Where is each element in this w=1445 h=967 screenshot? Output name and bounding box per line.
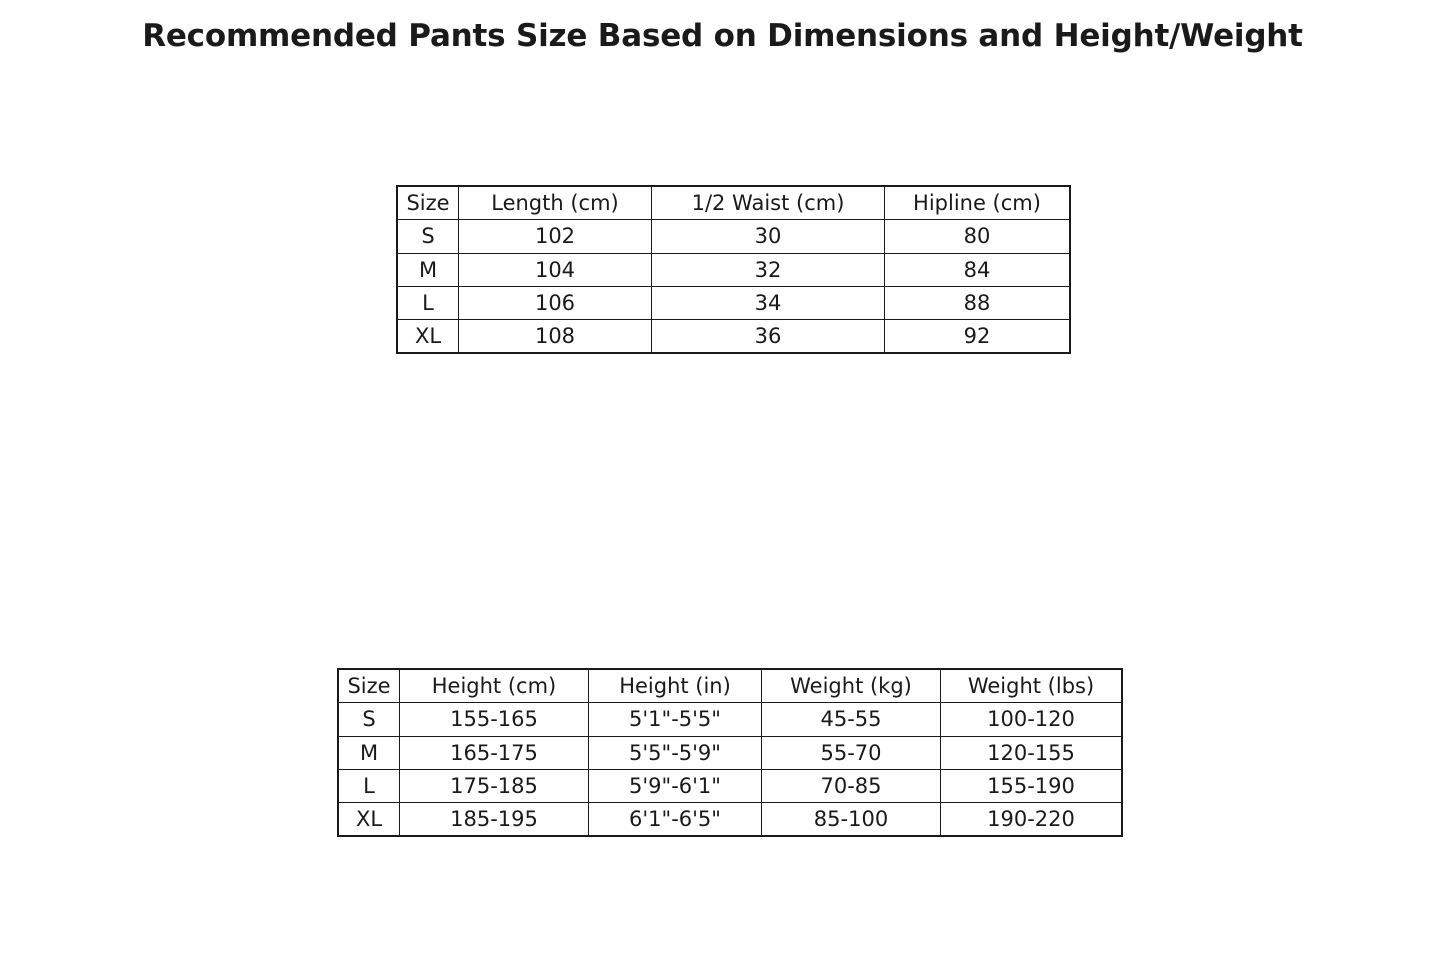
cell-length: 106 bbox=[459, 286, 652, 319]
column-header-size: Size bbox=[338, 669, 400, 703]
cell-size: M bbox=[338, 736, 400, 769]
cell-weight-kg: 85-100 bbox=[762, 803, 941, 837]
table-row bbox=[397, 220, 1070, 253]
table-row bbox=[338, 803, 1122, 837]
cell-height-in: 5'9"-6'1" bbox=[589, 769, 762, 802]
cell-size: M bbox=[397, 253, 459, 286]
cell-weight-kg: 55-70 bbox=[762, 736, 941, 769]
column-header-size: Size bbox=[397, 186, 459, 220]
cell-height-in: 5'5"-5'9" bbox=[589, 736, 762, 769]
cell-half-waist: 30 bbox=[652, 220, 885, 253]
cell-weight-kg: 45-55 bbox=[762, 703, 941, 736]
cell-length: 104 bbox=[459, 253, 652, 286]
cell-hipline: 84 bbox=[885, 253, 1071, 286]
cell-length: 108 bbox=[459, 320, 652, 354]
cell-size: XL bbox=[338, 803, 400, 837]
pants-heightweight-table bbox=[337, 668, 1123, 837]
cell-height-cm: 155-165 bbox=[400, 703, 589, 736]
page-title: Recommended Pants Size Based on Dimensions and Height/Weight bbox=[142, 18, 1303, 54]
cell-hipline: 92 bbox=[885, 320, 1071, 354]
cell-height-in: 6'1"-6'5" bbox=[589, 803, 762, 837]
cell-size: L bbox=[397, 286, 459, 319]
table-row bbox=[338, 703, 1122, 736]
cell-height-cm: 175-185 bbox=[400, 769, 589, 802]
cell-height-in: 5'1"-5'5" bbox=[589, 703, 762, 736]
cell-weight-kg: 70-85 bbox=[762, 769, 941, 802]
cell-hipline: 88 bbox=[885, 286, 1071, 319]
table-row bbox=[397, 253, 1070, 286]
column-header-height-cm: Height (cm) bbox=[400, 669, 589, 703]
cell-size: L bbox=[338, 769, 400, 802]
column-header-weight-lbs: Weight (lbs) bbox=[941, 669, 1123, 703]
table-row bbox=[397, 286, 1070, 319]
cell-size: S bbox=[397, 220, 459, 253]
cell-weight-lbs: 155-190 bbox=[941, 769, 1123, 802]
cell-weight-lbs: 190-220 bbox=[941, 803, 1123, 837]
cell-length: 102 bbox=[459, 220, 652, 253]
heightweight-table-container bbox=[337, 668, 1123, 837]
column-header-hipline: Hipline (cm) bbox=[885, 186, 1071, 220]
cell-half-waist: 36 bbox=[652, 320, 885, 354]
column-header-height-in: Height (in) bbox=[589, 669, 762, 703]
table-header-row bbox=[338, 669, 1122, 703]
dimensions-table-container bbox=[396, 185, 1071, 354]
cell-weight-lbs: 120-155 bbox=[941, 736, 1123, 769]
cell-half-waist: 34 bbox=[652, 286, 885, 319]
table-row bbox=[338, 769, 1122, 802]
cell-weight-lbs: 100-120 bbox=[941, 703, 1123, 736]
cell-hipline: 80 bbox=[885, 220, 1071, 253]
table-row bbox=[338, 736, 1122, 769]
table-row bbox=[397, 320, 1070, 354]
column-header-length: Length (cm) bbox=[459, 186, 652, 220]
cell-half-waist: 32 bbox=[652, 253, 885, 286]
pants-dimensions-table bbox=[396, 185, 1071, 354]
cell-size: S bbox=[338, 703, 400, 736]
cell-height-cm: 185-195 bbox=[400, 803, 589, 837]
column-header-half-waist: 1/2 Waist (cm) bbox=[652, 186, 885, 220]
cell-size: XL bbox=[397, 320, 459, 354]
cell-height-cm: 165-175 bbox=[400, 736, 589, 769]
table-header-row bbox=[397, 186, 1070, 220]
column-header-weight-kg: Weight (kg) bbox=[762, 669, 941, 703]
